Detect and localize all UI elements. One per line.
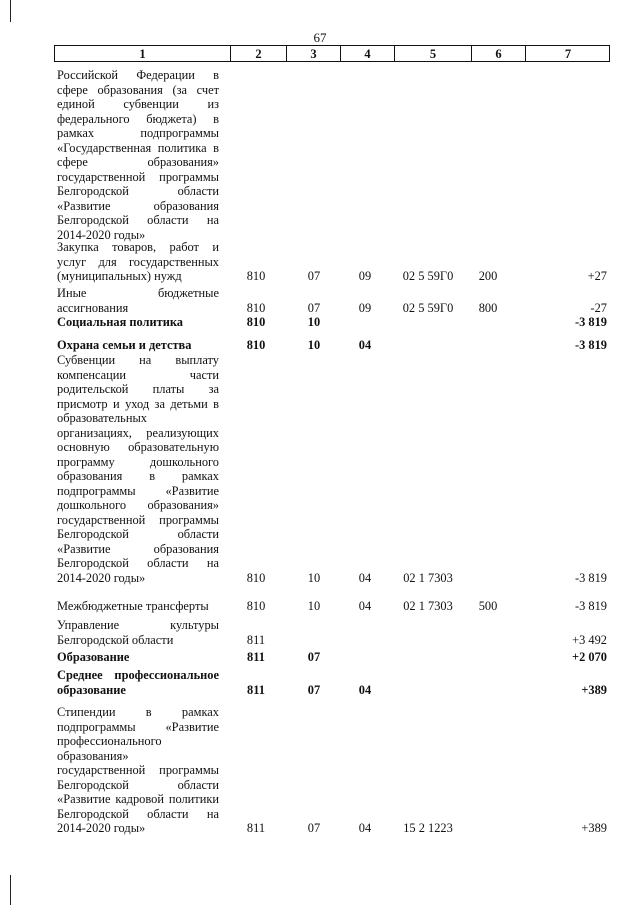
row-target-article: 02 1 7303 [403,570,453,585]
row-code: 811 [247,682,265,697]
row-section: 07 [307,682,321,697]
description-line: Управление культуры [57,618,219,632]
row-amount-change: +3 492 [572,632,607,647]
row-description [57,353,219,585]
row-description [57,68,219,242]
description-line: «Развитие образования [57,541,219,556]
table-row [0,353,640,585]
row-section: 10 [307,599,321,613]
row-amount-change: +389 [581,682,607,697]
row-subsection: 04 [358,682,372,697]
column-header-5: 5 [394,46,471,61]
row-description [57,240,219,284]
description-line: Российской Федерации в [57,68,219,82]
row-subsection: 04 [358,338,372,352]
row-description [57,286,219,315]
table-row [0,68,640,242]
description-line: «Государственная политика в [57,140,219,155]
description-line: дошкольного образования» [57,498,219,512]
row-amount-change: -3 819 [574,338,607,352]
page-number: 67 [313,30,327,45]
description-line: Межбюджетные трансферты [57,599,209,613]
description-line: государственной программы [57,763,219,777]
table-row [0,240,640,284]
row-target-article: 02 1 7303 [403,599,453,613]
row-code: 810 [246,570,266,585]
description-line: услуг для государственных [57,254,219,269]
description-line: образование [57,682,126,697]
row-code: 810 [246,300,266,315]
table-row [0,668,640,697]
column-header-2: 2 [230,46,286,61]
table-row [0,599,640,614]
row-code: 811 [246,632,266,647]
description-line: единой субвенции из [57,97,219,111]
description-line: Белгородской области [57,184,219,198]
row-subsection: 04 [358,599,372,613]
row-target-article: 15 2 1223 [403,821,453,835]
column-header-3: 3 [286,46,340,61]
row-section: 10 [307,315,321,329]
row-section: 07 [307,269,321,283]
description-line: Социальная политика [57,315,183,329]
row-section: 07 [307,300,321,315]
row-description [57,315,219,330]
description-line: образования» [57,748,129,763]
column-header-1: 1 [139,47,146,61]
description-line: Белгородской области [57,632,174,647]
row-code: 810 [246,315,266,329]
column-header-7: 7 [525,46,610,61]
description-line: организациях, реализующих [57,425,219,440]
description-line: подпрограммы «Развитие [57,483,219,498]
table-row [0,286,640,315]
row-description [57,668,219,697]
description-line: 2014-2020 годы» [57,821,146,835]
description-line: профессионального [57,734,162,748]
description-line: Белгородской области на [57,556,219,570]
row-description [57,599,219,614]
row-description [57,618,219,647]
description-line: Субвенции на выплату [57,353,219,367]
description-line: подпрограммы «Развитие [57,719,219,734]
description-line: государственной программы [57,512,219,527]
row-code: 810 [246,269,266,283]
row-section: 10 [307,338,321,352]
row-target-article: 02 5 59Г0 [402,269,454,283]
column-header-4: 4 [340,46,394,61]
description-line: программу дошкольного [57,454,219,469]
description-line: сфере образования» [57,155,219,169]
description-line: (муниципальных) нужд [57,269,182,283]
description-line: Белгородской области [57,527,219,541]
row-amount-change: -3 819 [574,599,607,613]
table-row [0,618,640,647]
row-code: 811 [246,821,266,835]
description-line: образовательных [57,411,147,425]
description-line: образования в рамках [57,469,219,483]
row-description [57,650,219,665]
description-line: Охрана семьи и детства [57,338,192,352]
row-expense-type: 800 [478,300,498,315]
row-code: 810 [246,599,266,613]
table-row [0,705,640,836]
description-line: присмотр и уход за детьми в [57,396,219,411]
row-subsection: 09 [358,300,372,315]
row-section: 07 [307,821,321,835]
row-code: 811 [247,650,265,664]
row-section: 10 [307,570,321,585]
row-amount-change: +389 [581,821,607,835]
description-line: ассигнования [57,300,129,315]
description-line: Белгородской области [57,777,219,792]
description-line: Стипендии в рамках [57,705,219,719]
row-amount-change: +2 070 [572,650,607,664]
row-expense-type: 500 [478,599,498,613]
row-target-article: 02 5 59Г0 [402,300,454,315]
description-line: «Развитие кадровой политики [57,792,219,806]
row-subsection: 04 [358,821,372,835]
row-amount-change: -27 [590,300,607,315]
description-line: сфере образования (за счет [57,82,219,97]
row-subsection: 04 [358,570,372,585]
row-subsection: 09 [358,269,372,283]
table-row [0,338,640,353]
row-description [57,338,219,353]
row-code: 810 [246,338,266,352]
description-line: 2014-2020 годы» [57,227,146,242]
description-line: Закупка товаров, работ и [57,240,219,254]
description-line: Белгородской области на [57,213,219,227]
description-line: компенсации части [57,367,219,382]
table-row [0,650,640,665]
description-line: рамках подпрограммы [57,126,219,140]
table-row [0,315,640,330]
description-line: Среднее профессиональное [57,668,219,682]
row-amount-change: -3 819 [574,315,607,329]
row-expense-type: 200 [478,269,498,283]
row-section: 07 [307,650,321,664]
row-amount-change: +27 [587,269,607,283]
row-amount-change: -3 819 [574,570,607,585]
description-line: 2014-2020 годы» [57,570,146,585]
description-line: родительской платы за [57,382,219,396]
description-line: федерального бюджета) в [57,111,219,126]
description-line: Образование [57,650,130,664]
description-line: «Развитие образования [57,198,219,213]
description-line: основную образовательную [57,440,219,454]
description-line: государственной программы [57,169,219,184]
row-description [57,705,219,836]
description-line: Белгородской области на [57,806,219,821]
column-header-6: 6 [471,46,525,61]
description-line: Иные бюджетные [57,286,219,300]
